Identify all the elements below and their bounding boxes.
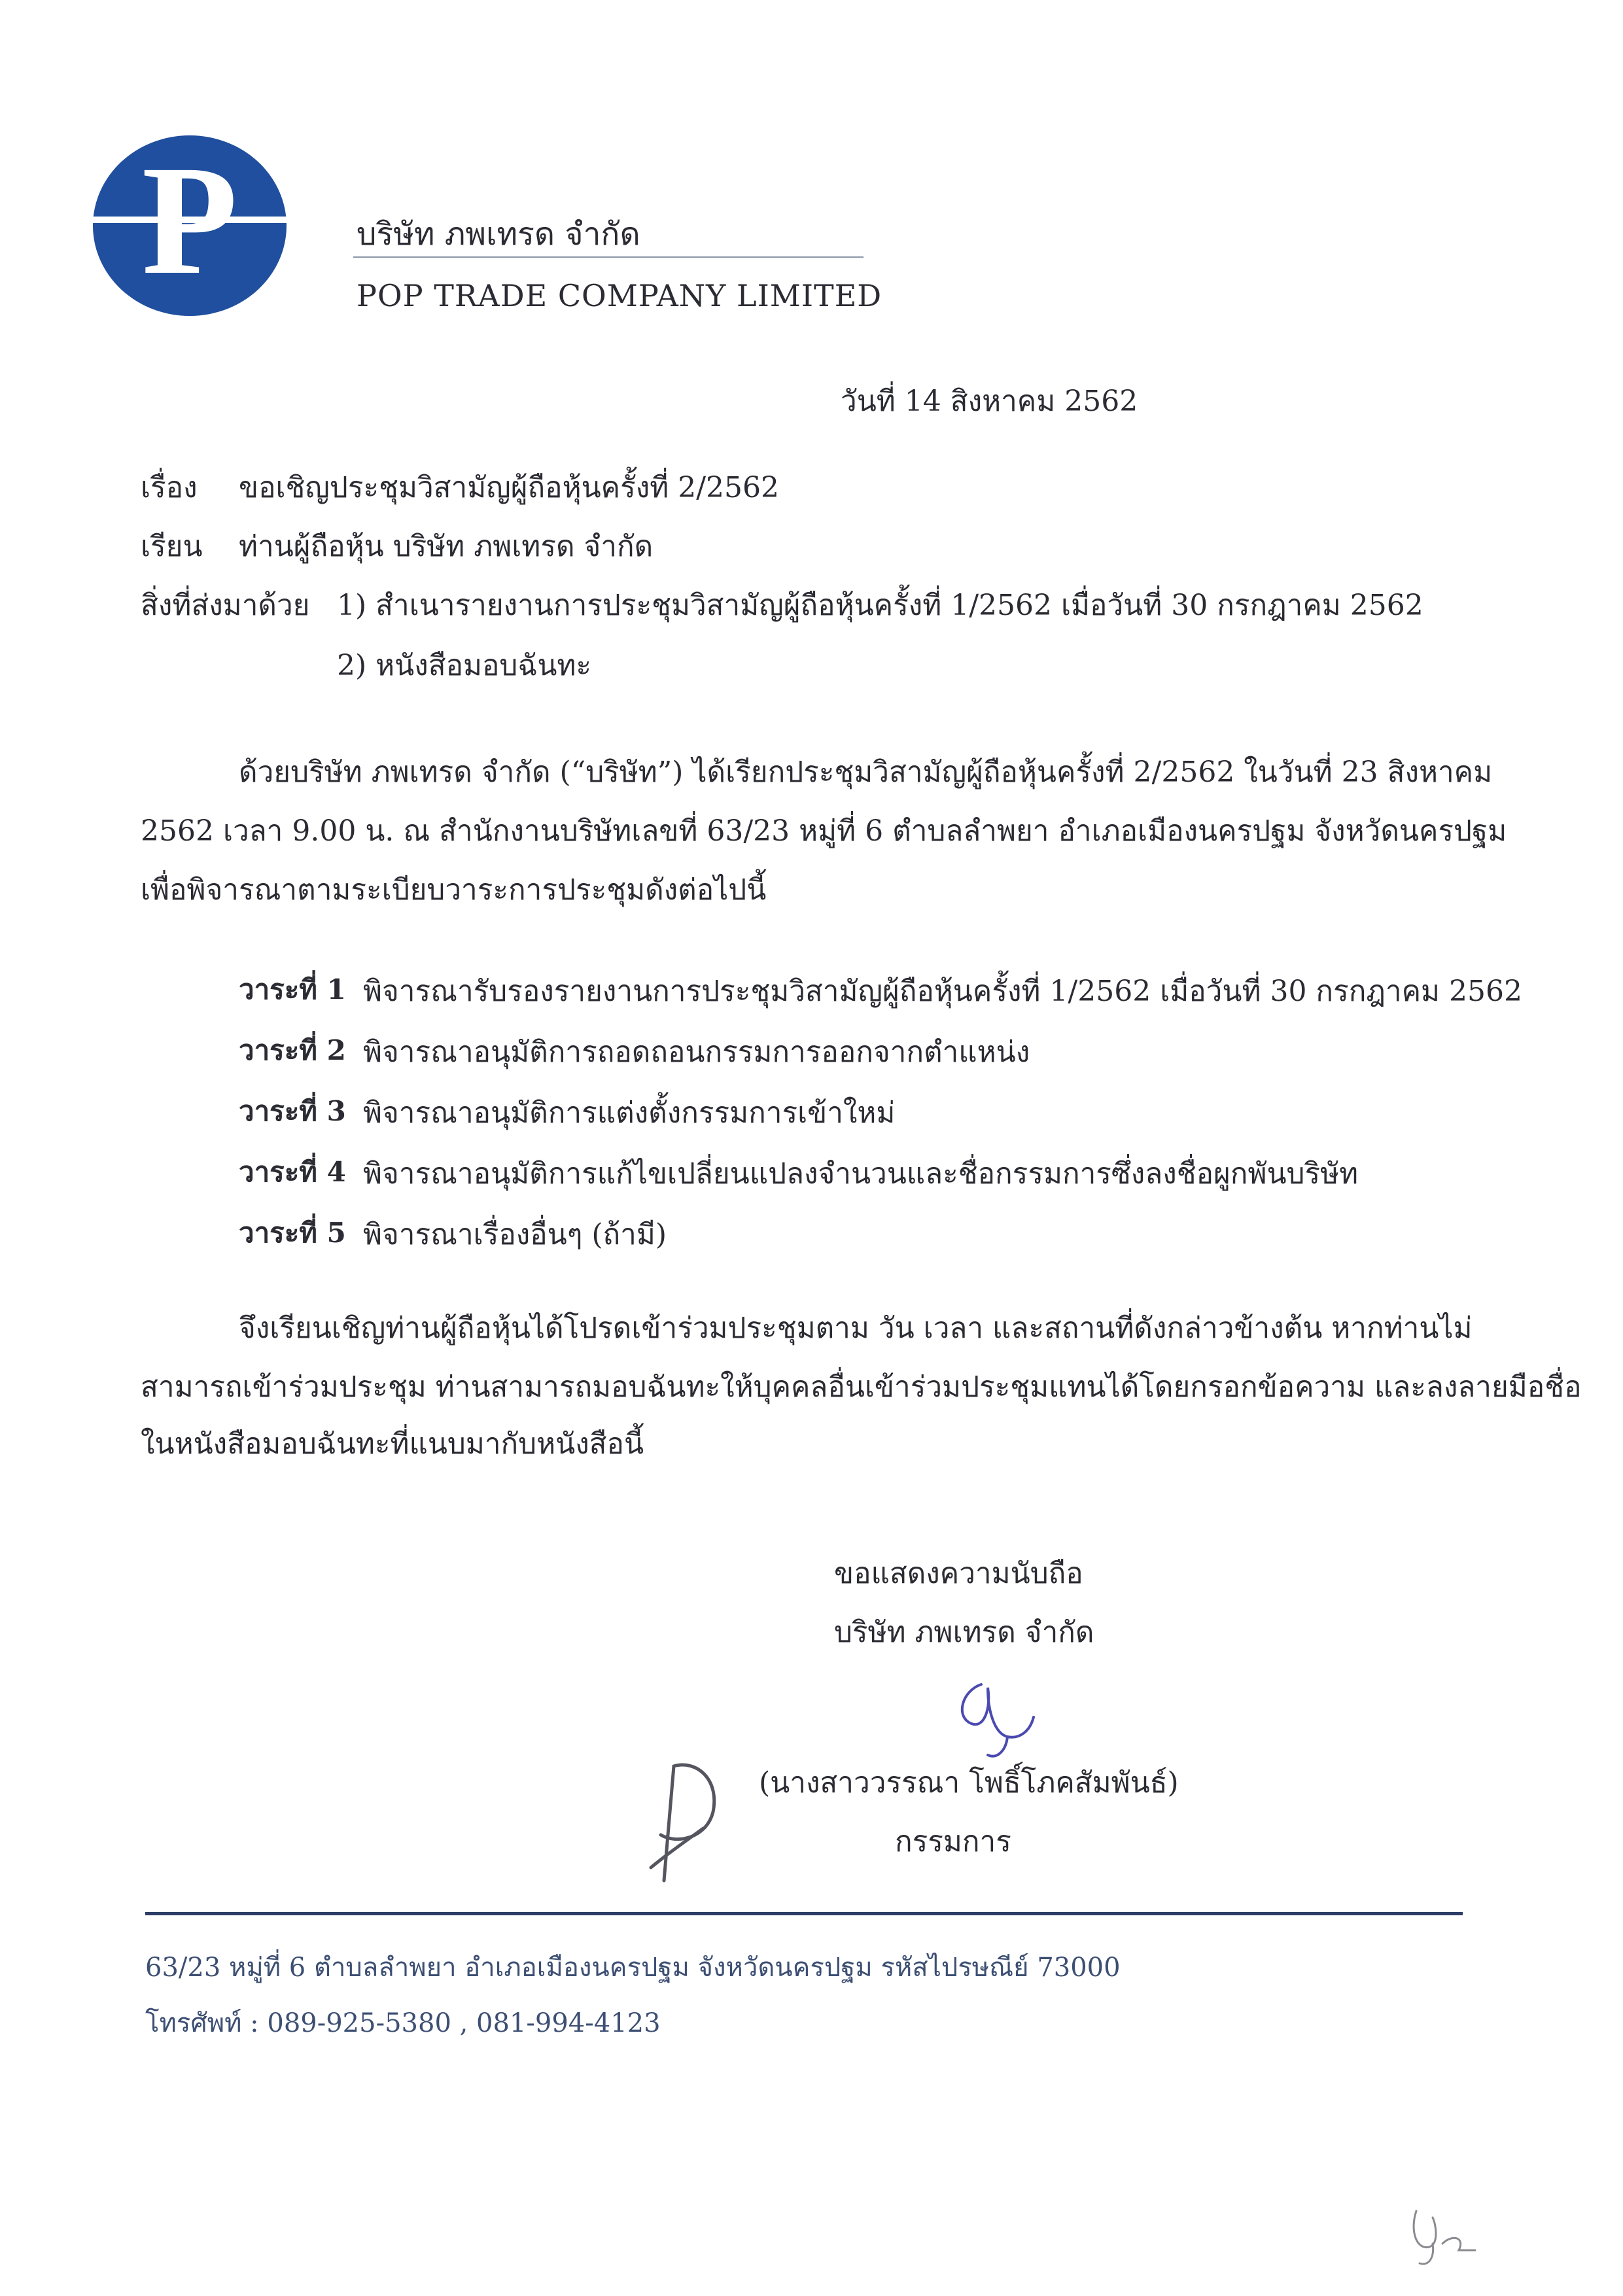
agenda-2-text: พิจารณาอนุมัติการถอดถอนกรรมการออกจากตำแหน่ง [363, 1035, 1030, 1069]
enclosure-item-1: 1) สำเนารายงานการประชุมวิสามัญผู้ถือหุ้นครั้งที่ 1/2562 เมื่อวันที่ 30 กรกฎาคม 2562 [337, 589, 1423, 622]
agenda-5-text: พิจารณาเรื่องอื่นๆ (ถ้ามี) [363, 1218, 667, 1251]
director-signature [935, 1671, 1047, 1763]
agenda-1-text: พิจารณารับรองรายงานการประชุมวิสามัญผู้ถือหุ้นครั้งที่ 1/2562 เมื่อวันที่ 30 กรกฎาคม 2562 [363, 975, 1522, 1008]
signer-title: กรรมการ [895, 1825, 1011, 1858]
letter-date: วันที่ 14 สิงหาคม 2562 [841, 385, 1138, 418]
paragraph-2-line-3: ในหนังสือมอบฉันทะที่แนบมากับหนังสือนี้ [141, 1427, 644, 1461]
enclosure-item-2: 2) หนังสือมอบฉันทะ [337, 649, 592, 682]
footer-divider [145, 1912, 1463, 1915]
subject-label: เรื่อง [141, 471, 198, 504]
recipient-label: เรียน [141, 530, 203, 563]
paragraph-1-line-3: เพื่อพิจารณาตามระเบียบวาระการประชุมดังต่อไปนี้ [141, 873, 767, 907]
signer-name: (นางสาววรรณา โพธิ์โภคสัมพันธ์) [759, 1766, 1179, 1800]
agenda-1-label: วาระที่ 1 [239, 973, 346, 1005]
paragraph-1-line-1: ด้วยบริษัท ภพเทรด จำกัด (“บริษัท”) ได้เรียกประชุมวิสามัญผู้ถือหุ้นครั้งที่ 2/2562 ในวันที่ 23 สิงหาคม [239, 756, 1493, 789]
paragraph-2-line-2: สามารถเข้าร่วมประชุม ท่านสามารถมอบฉันทะให้บุคคลอื่นเข้าร่วมประชุมแทนได้โดยกรอกข้อความ และลงลายมือชื่อ [141, 1370, 1582, 1404]
agenda-4-label: วาระที่ 4 [239, 1156, 346, 1188]
closing-phrase: ขอแสดงความนับถือ [834, 1557, 1083, 1590]
agenda-3-text: พิจารณาอนุมัติการแต่งตั้งกรรมการเข้าใหม่ [363, 1096, 896, 1130]
agenda-5-label: วาระที่ 5 [239, 1217, 346, 1249]
agenda-3-label: วาระที่ 3 [239, 1095, 346, 1127]
agenda-2-label: วาระที่ 2 [239, 1034, 346, 1066]
logo-letter: P [141, 134, 238, 307]
handwritten-corner-mark [1403, 2198, 1488, 2270]
paragraph-2-line-1: จึงเรียนเชิญท่านผู้ถือหุ้นได้โปรดเข้าร่วมประชุมตาม วัน เวลา และสถานที่ดังกล่าวข้างต้น หากท่านไม่ [239, 1312, 1473, 1345]
signoff-company: บริษัท ภพเทรด จำกัด [834, 1616, 1094, 1649]
witness-signature [638, 1753, 723, 1884]
paragraph-1-line-2: 2562 เวลา 9.00 น. ณ สำนักงานบริษัทเลขที่ 63/23 หมู่ที่ 6 ตำบลลำพยา อำเภอเมืองนครปฐม จังหวัดนครปฐม [141, 814, 1507, 848]
recipient-value: ท่านผู้ถือหุ้น บริษัท ภพเทรด จำกัด [239, 530, 654, 563]
footer-phone: โทรศัพท์ : 089-925-5380 , 081-994-4123 [145, 2008, 661, 2038]
footer-address: 63/23 หมู่ที่ 6 ตำบลลำพยา อำเภอเมืองนครปฐม จังหวัดนครปฐม รหัสไปรษณีย์ 73000 [145, 1953, 1121, 1983]
header-divider [353, 256, 864, 258]
subject-value: ขอเชิญประชุมวิสามัญผู้ถือหุ้นครั้งที่ 2/2562 [239, 471, 779, 504]
enclosures-label: สิ่งที่ส่งมาด้วย [141, 589, 310, 622]
agenda-4-text: พิจารณาอนุมัติการแก้ไขเปลี่ยนแปลงจำนวนและชื่อกรรมการซึ่งลงชื่อผูกพันบริษัท [363, 1157, 1359, 1191]
company-name-thai: บริษัท ภพเทรด จำกัด [357, 216, 640, 252]
company-logo [92, 134, 288, 317]
company-name-english: POP TRADE COMPANY LIMITED [357, 278, 882, 313]
